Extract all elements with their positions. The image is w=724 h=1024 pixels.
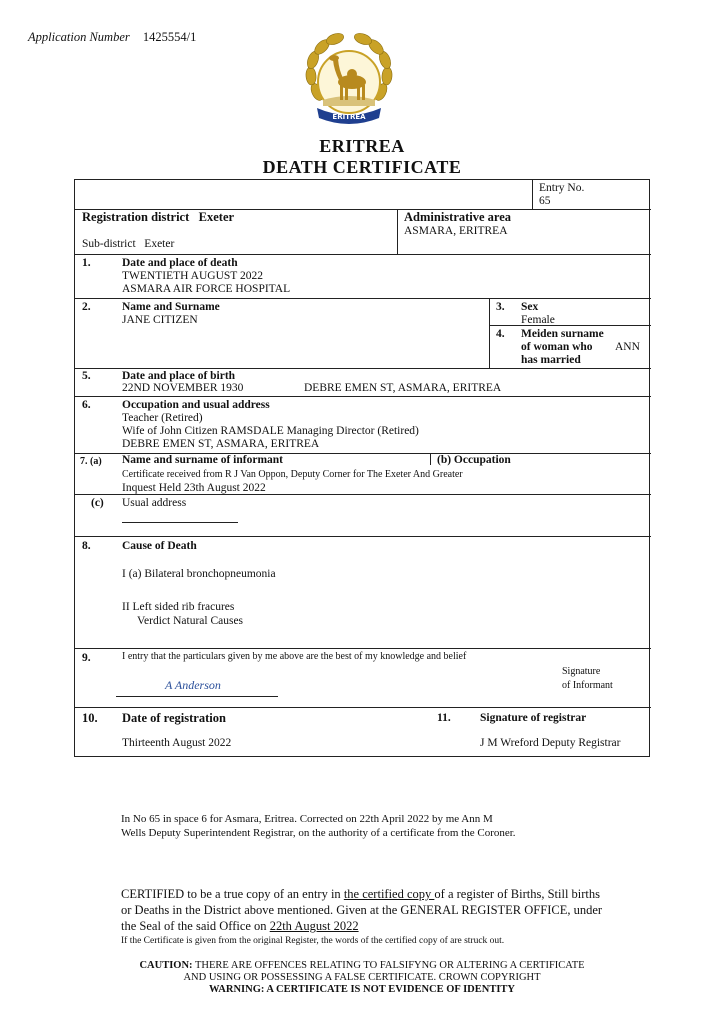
signature-label-line1: Signature [562,666,601,677]
occupation-line3: DEBRE EMEN ST, ASMARA, ERITREA [122,438,320,450]
occupation-line2: Wife of John Citizen RAMSDALE Managing Director (Retired) [122,425,419,437]
death-label: Date and place of death [122,257,238,269]
row-divider [489,325,651,326]
row-divider [75,298,651,299]
field-9-number: 9. [82,652,91,664]
entry-number-label: Entry No. [539,182,585,194]
registration-district [82,211,234,224]
field-6-number: 6. [82,399,91,411]
caution-label: CAUTION: [139,960,193,971]
sub-district-value: Exeter [144,238,175,250]
col-divider [430,453,431,465]
field-11-number: 11. [437,712,451,724]
certificate-title: DEATH CERTIFICATE [262,157,462,177]
certified-line2: or Deaths in the District above mentioned. Given at the GENERAL REGISTER OFFICE, under [121,903,603,917]
administrative-area-value: ASMARA, ERITREA [404,225,508,237]
row-divider [75,707,651,708]
sex-value: Female [521,314,555,326]
certified-date: 22th August 2022 [269,919,359,933]
cause-label: Cause of Death [122,540,197,552]
field-10-number: 10. [82,711,98,725]
emblem-ribbon-text: ERITREA [332,113,366,121]
application-number-value: 1425554/1 [142,30,197,44]
name-label: Name and Surname [122,301,220,313]
row-divider [75,396,651,397]
row-divider [75,536,651,537]
field-5-number: 5. [82,370,91,382]
usual-address-label: Usual address [122,497,187,509]
caution-text-line1: THERE ARE OFFENCES RELATING TO FALSIFYNG OR ALTERING A CERTIFICATE [194,960,585,971]
registration-district-value: Exeter [198,210,235,224]
warning-line: WARNING: A CERTIFICATE IS NOT EVIDENCE OF IDENTITY [208,984,516,995]
certified-line1-end: of a register of Births, Still births [434,887,601,901]
cause-line1: I (a) Bilateral bronchopneumonia [122,568,276,580]
col-divider [397,209,398,254]
informant-line1: Certificate received from R J Van Oppon, Deputy Corner for The Exeter And Greater [122,469,463,480]
field-3-number: 3. [496,301,505,313]
birth-date: 22ND NOVEMBER 1930 [122,382,244,394]
field-4-number: 4. [496,328,505,340]
death-place: ASMARA AIR FORCE HOSPITAL [122,283,291,295]
occupation-label: Occupation and usual address [122,399,270,411]
eritrea-emblem-icon [297,30,401,134]
registration-date-label: Date of registration [122,711,226,725]
field-7-number: 7. (a) [80,456,102,467]
row-divider [75,254,651,255]
field-2-number: 2. [82,301,91,313]
signature-label-line2: of Informant [562,680,613,691]
field-8-number: 8. [82,540,91,552]
eritrea-emblem [297,30,401,134]
entry-number-value: 65 [539,195,551,207]
occupation-line1: Teacher (Retired) [122,412,203,424]
row-divider [75,648,651,649]
maiden-label-line3: has married [521,354,581,366]
administrative-area-label: Administrative area [404,210,512,224]
sub-district [82,238,174,251]
declaration-text: I entry that the particulars given by me above are the best of my knowledge and belief [122,651,467,662]
sub-district-label: Sub-district [82,238,136,250]
death-date: TWENTIETH AUGUST 2022 [122,270,263,282]
registrar-label: Signature of registrar [480,712,587,724]
certified-copy-underlined: the certified copy [343,887,435,901]
certified-line1 [121,887,600,902]
cause-line2: II Left sided rib fracures [122,601,235,613]
maiden-value: ANN [615,341,640,353]
field-1-number: 1. [82,257,91,269]
caution-line2: AND USING OR POSSESSING A FALSE CERTIFICATE. CROWN COPYRIGHT [183,972,541,983]
application-number-label: Application Number [28,30,130,44]
signature-line [116,696,278,697]
certificate-country: ERITREA [319,136,405,156]
field-7c-label: (c) [91,497,104,509]
correction-line2: Wells Deputy Superintendent Registrar, on the authority of a certificate from the Coroner. [121,827,516,839]
birth-place: DEBRE EMEN ST, ASMARA, ERITREA [304,382,502,394]
sex-label: Sex [521,301,539,313]
caution-line1 [0,960,724,972]
certified-line3 [121,919,359,934]
certified-line1-start: CERTIFIED to be a true copy of an entry in [121,887,344,901]
row-divider [75,368,651,369]
usual-address-line [122,522,238,523]
name-value: JANE CITIZEN [122,314,198,326]
informant-line2: Inquest Held 23th August 2022 [122,482,266,494]
application-number [28,30,196,45]
informant-occupation-label: (b) Occupation [437,454,511,466]
certified-line3-start: the Seal of the said Office on [121,919,270,933]
registration-date-value: Thirteenth August 2022 [122,737,232,749]
certificate-table [74,179,650,757]
col-divider [532,180,533,209]
birth-label: Date and place of birth [122,370,236,382]
informant-signature: A Anderson [165,678,221,692]
certified-note: If the Certificate is given from the original Register, the words of the certified copy of are struck out. [121,936,505,946]
maiden-label-line1: Meiden surname [521,328,604,340]
correction-line1: In No 65 in space 6 for Asmara, Eritrea. Corrected on 22th April 2022 by me Ann M [121,813,493,825]
informant-label: Name and surname of informant [122,454,283,466]
cause-line3: Verdict Natural Causes [137,615,244,627]
maiden-label-line2: of woman who [521,341,593,353]
registrar-value: J M Wreford Deputy Registrar [480,737,621,749]
registration-district-label: Registration district [82,210,190,224]
col-divider [489,298,490,368]
